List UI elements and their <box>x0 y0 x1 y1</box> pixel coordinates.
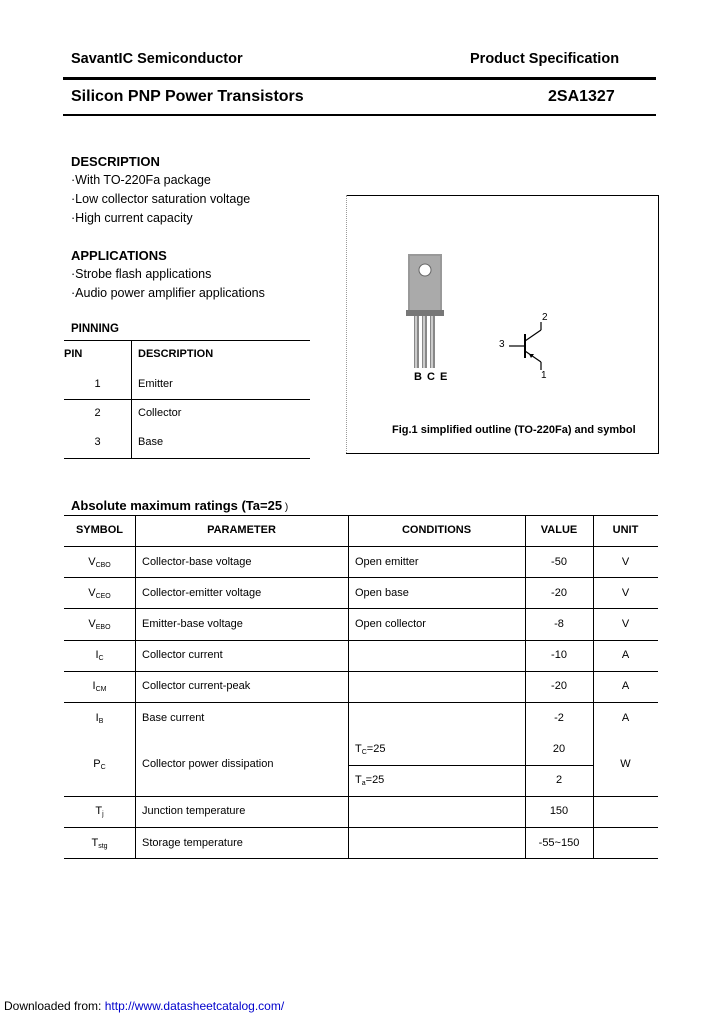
rating-condition: Open emitter <box>355 556 419 568</box>
rating-value: -10 <box>551 649 567 661</box>
rating-condition: $T_C=25$ <box>355 743 386 756</box>
rating-symbol: $I_B$ <box>95 712 104 725</box>
pin-number: 3 <box>94 436 101 448</box>
ratings-header-unit: UNIT <box>612 524 639 536</box>
pin-letters: B C E <box>414 371 449 383</box>
product-line: Silicon PNP Power Transistors <box>71 88 304 105</box>
rating-parameter: Junction temperature <box>142 805 246 817</box>
rating-symbol: $T_j$ <box>95 805 104 818</box>
rating-parameter: Collector current <box>142 649 223 661</box>
header-rule-bottom <box>63 114 656 116</box>
header-rule-top <box>63 77 656 80</box>
pin-description: Base <box>138 436 164 448</box>
pnp-transistor-symbol <box>495 310 565 380</box>
rating-parameter: Base current <box>142 712 205 724</box>
rating-symbol: $I_{CM}$ <box>92 680 107 693</box>
ratings-header-symbol: SYMBOL <box>75 524 124 536</box>
description-item: ·High current capacity <box>71 211 193 225</box>
rating-parameter: Collector-emitter voltage <box>142 587 262 599</box>
pin-number: 1 <box>94 378 101 390</box>
rating-value: 20 <box>552 743 566 755</box>
rating-condition: Open collector <box>355 618 426 630</box>
ratings-header-value: VALUE <box>540 524 578 536</box>
pin-desc-header: DESCRIPTION <box>138 348 214 360</box>
rating-value: -8 <box>554 618 564 630</box>
rating-value: -55~150 <box>538 837 580 849</box>
pin-number: 2 <box>94 407 101 419</box>
company-name: SavantIC Semiconductor <box>71 51 243 67</box>
rating-symbol: $T_{stg}$ <box>91 837 108 850</box>
description-item: ·With TO-220Fa package <box>71 173 211 187</box>
rating-symbol: $I_C$ <box>95 649 104 662</box>
emitter-pin-label: 1 <box>541 370 547 381</box>
rating-symbol: $V_{EBO}$ <box>88 618 111 631</box>
rating-parameter: Storage temperature <box>142 837 243 849</box>
description-item: ·Low collector saturation voltage <box>71 192 251 206</box>
rating-symbol: $V_{CEO}$ <box>88 587 111 600</box>
application-item: ·Strobe flash applications <box>71 267 212 281</box>
rating-symbol: $P_C$ <box>93 758 106 771</box>
footer-link[interactable]: http://www.datasheetcatalog.com/ <box>104 999 285 1013</box>
figure-caption: Fig.1 simplified outline (TO-220Fa) and symbol <box>392 424 636 436</box>
collector-pin-label: 2 <box>542 312 548 323</box>
doc-type: Product Specification <box>470 51 620 67</box>
pin-description: Collector <box>138 407 182 419</box>
pin-description: Emitter <box>138 378 173 390</box>
ratings-header-parameter: PARAMETER <box>207 524 276 536</box>
rating-symbol: $V_{CBO}$ <box>88 556 111 569</box>
application-item: ·Audio power amplifier applications <box>71 286 265 300</box>
rating-value: -2 <box>554 712 564 724</box>
rating-unit: W <box>620 758 631 770</box>
rating-value: -20 <box>551 680 567 692</box>
rating-unit: V <box>621 556 630 568</box>
base-pin-label: 3 <box>499 339 505 350</box>
to220-package-image <box>400 250 450 375</box>
ratings-title: Absolute maximum ratings (Ta=25 ) <box>71 498 289 513</box>
rating-parameter: Emitter-base voltage <box>142 618 243 630</box>
rating-value: -50 <box>551 556 567 568</box>
rating-unit: V <box>621 587 630 599</box>
part-number: 2SA1327 <box>548 88 615 105</box>
rating-unit: V <box>621 618 630 630</box>
footer-label: Downloaded from: <box>4 999 102 1013</box>
rating-value: 150 <box>549 805 569 817</box>
pin-header: PIN <box>64 348 83 360</box>
rating-value: -20 <box>551 587 567 599</box>
applications-title: APPLICATIONS <box>71 248 167 263</box>
description-title: DESCRIPTION <box>71 154 160 169</box>
ratings-header-conditions: CONDITIONS <box>401 524 472 536</box>
rating-unit: A <box>621 680 630 692</box>
rating-parameter: Collector power dissipation <box>142 758 274 770</box>
rating-value: 2 <box>555 774 563 786</box>
pinning-title: PINNING <box>71 323 119 335</box>
rating-parameter: Collector current-peak <box>142 680 251 692</box>
rating-unit: A <box>621 712 630 724</box>
rating-parameter: Collector-base voltage <box>142 556 252 568</box>
rating-condition: Open base <box>355 587 409 599</box>
rating-unit: A <box>621 649 630 661</box>
footer <box>4 999 284 1013</box>
rating-condition: $T_a=25$ <box>355 774 385 787</box>
